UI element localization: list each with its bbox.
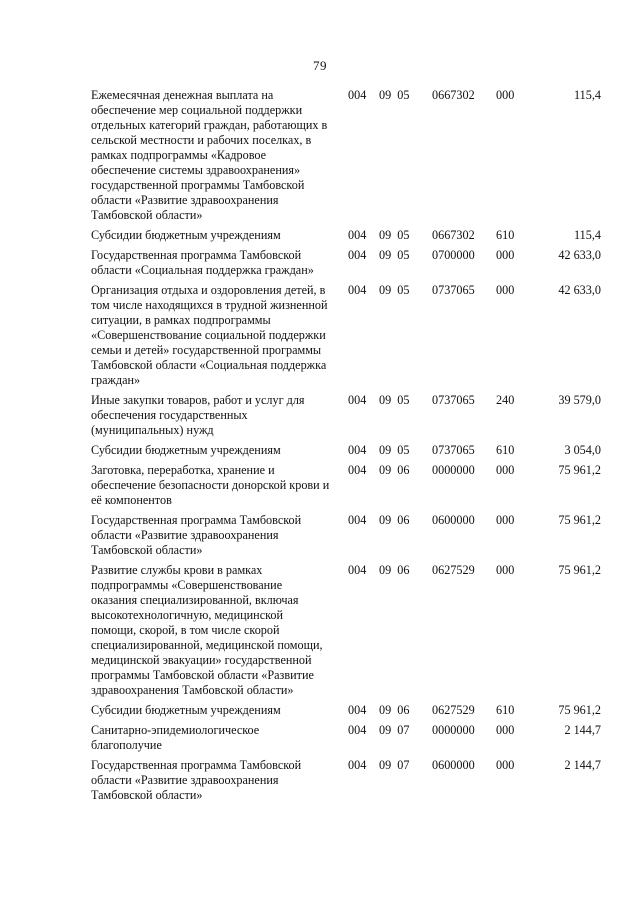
row-department-code: 004 xyxy=(348,228,367,242)
row-amount: 39 579,0 xyxy=(558,393,601,407)
row-amount: 2 144,7 xyxy=(564,758,601,772)
row-section-code: 09 05 xyxy=(379,228,410,242)
row-section-code: 09 05 xyxy=(379,443,410,457)
table-row xyxy=(91,393,601,438)
row-section-code: 09 06 xyxy=(379,563,410,577)
row-expense-type: 000 xyxy=(496,463,515,477)
row-department-code: 004 xyxy=(348,513,367,527)
row-target-article: 0667302 xyxy=(432,88,475,102)
row-section-code: 09 07 xyxy=(379,758,410,772)
row-department-code: 004 xyxy=(348,463,367,477)
row-target-article: 0667302 xyxy=(432,228,475,242)
row-amount: 42 633,0 xyxy=(558,283,601,297)
budget-table xyxy=(91,88,601,808)
row-section-code: 09 06 xyxy=(379,463,410,477)
row-expense-type: 000 xyxy=(496,283,515,297)
row-department-code: 004 xyxy=(348,443,367,457)
row-expense-type: 610 xyxy=(496,228,515,242)
row-amount: 75 961,2 xyxy=(558,563,601,577)
row-target-article: 0600000 xyxy=(432,513,475,527)
row-expense-type: 610 xyxy=(496,703,515,717)
row-department-code: 004 xyxy=(348,563,367,577)
row-department-code: 004 xyxy=(348,393,367,407)
row-description: Организация отдыха и оздоровления детей, в том числе находящихся в трудной жизненной ситуации, в рамках подпрограммы «Совершенствование социальной поддержки семьи и детей» государственной программы Тамбовской области «Социальная поддержка граждан» xyxy=(91,283,328,387)
table-row xyxy=(91,703,601,718)
row-description: Развитие службы крови в рамках подпрограммы «Совершенствование оказания специализированной, включая высокотехнологичную, медицинской помощи, скорой, в том числе скорой специализированной, медицинской помощи, медицинской эвакуации» государственной программы Тамбовской области «Развитие здравоохранения Тамбовской области» xyxy=(91,563,323,697)
row-expense-type: 000 xyxy=(496,723,515,737)
row-section-code: 09 07 xyxy=(379,723,410,737)
row-description: Государственная программа Тамбовской области «Развитие здравоохранения Тамбовской области» xyxy=(91,758,302,802)
row-target-article: 0000000 xyxy=(432,723,475,737)
row-expense-type: 240 xyxy=(496,393,515,407)
row-section-code: 09 05 xyxy=(379,283,410,297)
table-row xyxy=(91,758,601,803)
row-target-article: 0737065 xyxy=(432,283,475,297)
row-section-code: 09 05 xyxy=(379,248,410,262)
row-description: Санитарно-эпидемиологическое благополучие xyxy=(91,723,260,752)
table-row xyxy=(91,228,601,243)
row-description: Государственная программа Тамбовской области «Развитие здравоохранения Тамбовской области» xyxy=(91,513,302,557)
table-row xyxy=(91,723,601,753)
row-amount: 75 961,2 xyxy=(558,703,601,717)
row-description: Субсидии бюджетным учреждениям xyxy=(91,443,281,457)
row-expense-type: 000 xyxy=(496,248,515,262)
row-target-article: 0627529 xyxy=(432,563,475,577)
row-department-code: 004 xyxy=(348,758,367,772)
row-amount: 75 961,2 xyxy=(558,463,601,477)
row-description: Государственная программа Тамбовской области «Социальная поддержка граждан» xyxy=(91,248,314,277)
row-expense-type: 000 xyxy=(496,758,515,772)
row-description: Ежемесячная денежная выплата на обеспечение мер социальной поддержки отдельных категорий граждан, работающих в сельской местности и рабочих поселках, в рамках подпрограммы «Кадровое обеспечение системы здравоохранения» государственной программы Тамбовской области «Развитие здравоохранения Тамбовской области» xyxy=(91,88,328,222)
table-row xyxy=(91,283,601,388)
table-row xyxy=(91,248,601,278)
row-amount: 115,4 xyxy=(574,88,601,102)
row-description: Субсидии бюджетным учреждениям xyxy=(91,703,281,717)
row-department-code: 004 xyxy=(348,248,367,262)
row-target-article: 0600000 xyxy=(432,758,475,772)
row-target-article: 0627529 xyxy=(432,703,475,717)
row-description: Субсидии бюджетным учреждениям xyxy=(91,228,281,242)
row-section-code: 09 06 xyxy=(379,513,410,527)
row-department-code: 004 xyxy=(348,723,367,737)
row-description: Иные закупки товаров, работ и услуг для обеспечения государственных (муниципальных) нужд xyxy=(91,393,305,437)
row-amount: 115,4 xyxy=(574,228,601,242)
row-amount: 3 054,0 xyxy=(564,443,601,457)
row-expense-type: 610 xyxy=(496,443,515,457)
row-amount: 42 633,0 xyxy=(558,248,601,262)
row-section-code: 09 05 xyxy=(379,393,410,407)
row-department-code: 004 xyxy=(348,703,367,717)
row-target-article: 0000000 xyxy=(432,463,475,477)
table-row xyxy=(91,513,601,558)
row-target-article: 0737065 xyxy=(432,393,475,407)
page-number: 79 xyxy=(313,58,327,73)
row-section-code: 09 06 xyxy=(379,703,410,717)
row-target-article: 0700000 xyxy=(432,248,475,262)
row-department-code: 004 xyxy=(348,283,367,297)
row-amount: 75 961,2 xyxy=(558,513,601,527)
row-section-code: 09 05 xyxy=(379,88,410,102)
row-amount: 2 144,7 xyxy=(564,723,601,737)
row-target-article: 0737065 xyxy=(432,443,475,457)
row-expense-type: 000 xyxy=(496,513,515,527)
row-expense-type: 000 xyxy=(496,88,515,102)
row-department-code: 004 xyxy=(348,88,367,102)
table-row xyxy=(91,88,601,223)
row-description: Заготовка, переработка, хранение и обеспечение безопасности донорской крови и её компонентов xyxy=(91,463,330,507)
table-row xyxy=(91,443,601,458)
table-row xyxy=(91,463,601,508)
table-row xyxy=(91,563,601,698)
row-expense-type: 000 xyxy=(496,563,515,577)
